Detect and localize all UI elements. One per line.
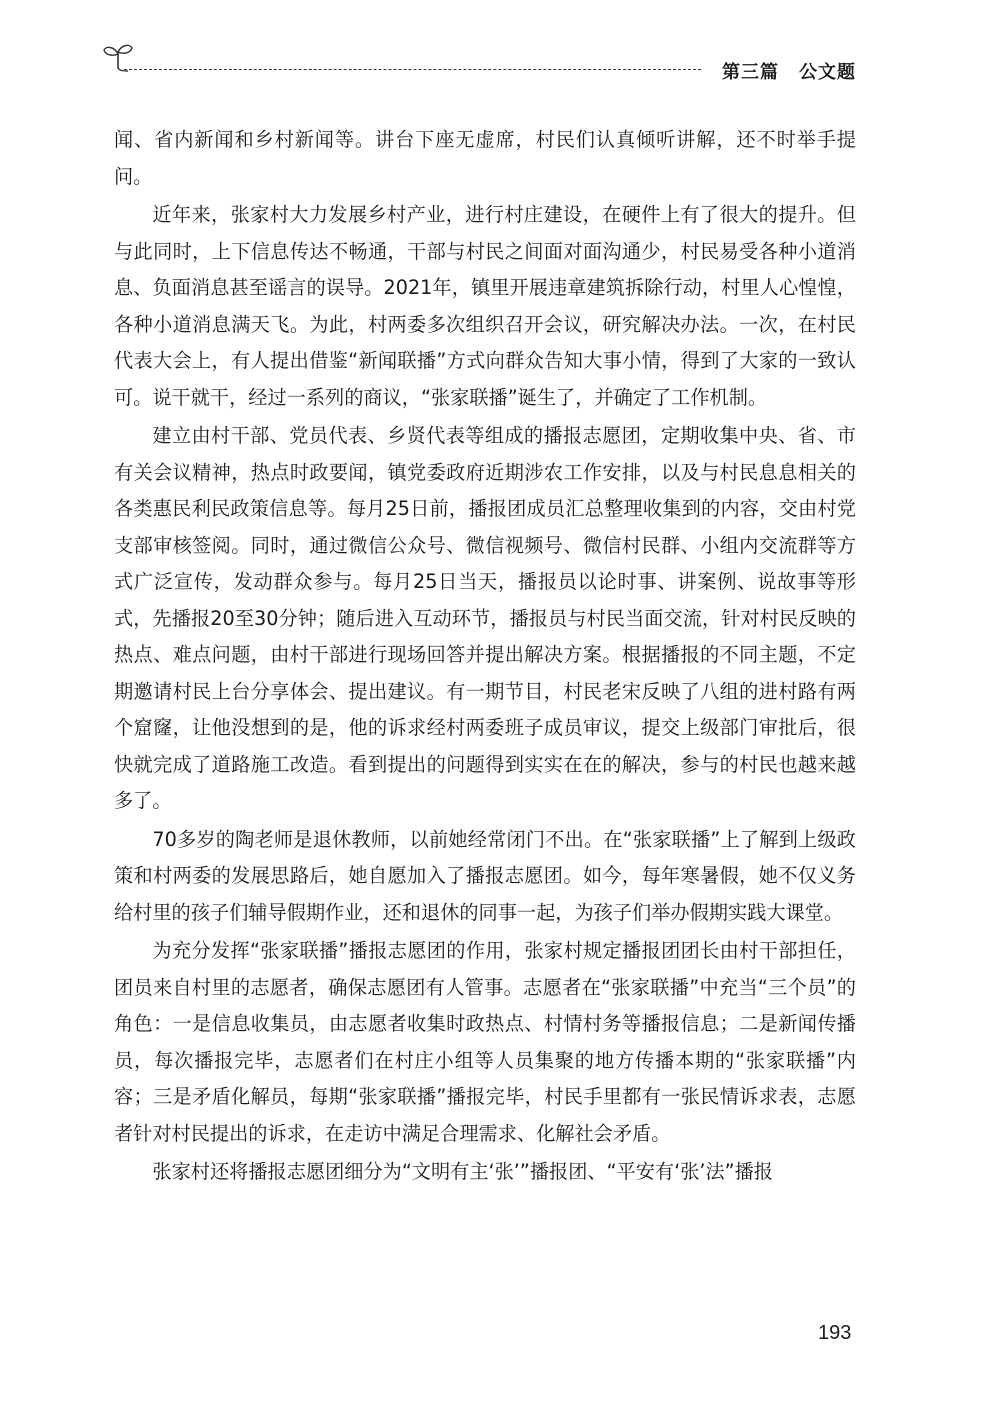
page-header bbox=[100, 38, 870, 83]
page-number: 193 bbox=[818, 1322, 852, 1344]
paragraph: 70多岁的陶老师是退休教师，以前她经常闭门不出。在“张家联播”上了解到上级政策和村两委的发展思路后，她自愿加入了播报志愿团。如今，每年寒暑假，她不仅义务给村里的孩子们辅导假期作业，还和退休的同事一起，为孩子们举办假期实践大课堂。 bbox=[114, 827, 856, 924]
header-title bbox=[722, 58, 856, 84]
paragraph: 为充分发挥“张家联播”播报志愿团的作用，张家村规定播报团团长由村干部担任，团员来自村里的志愿者，确保志愿团有人管事。志愿者在“张家联播”中充当“三个员”的角色：一是信息收集员，由志愿者收集时政热点、村情村务等播报信息；二是新闻传播员，每次播报完毕，志愿者们在村庄小组等人员集聚的地方传播本期的“张家联播”内容；三是矛盾化解员，每期“张家联播”播报完毕，村民手里都有一张民情诉求表，志愿者针对村民提出的诉求，在走访中满足合理需求、化解社会矛盾。 bbox=[114, 939, 856, 1145]
body-text bbox=[114, 122, 856, 1193]
header-part: 第三篇 bbox=[722, 62, 779, 83]
paragraph: 闻、省内新闻和乡村新闻等。讲台下座无虚席，村民们认真倾听讲解，还不时举手提问。 bbox=[114, 128, 856, 188]
header-section: 公文题 bbox=[799, 62, 856, 83]
paragraph: 建立由村干部、党员代表、乡贤代表等组成的播报志愿团，定期收集中央、省、市有关会议精神，热点时政要闻，镇党委政府近期涉农工作安排，以及与村民息息相关的各类惠民利民政策信息等。每月25日前，播报团成员汇总整理收集到的内容，交由村党支部审核签阅。同时，通过微信公众号、微信视频号、微信村民群、小组内交流群等方式广泛宣传，发动群众参与。每月25日当天，播报员以论时事、讲案例、说故事等形式，先播报20至30分钟；随后进入互动环节，播报员与村民当面交流，针对村民反映的热点、难点问题，由村干部进行现场回答并提出解决方案。根据播报的不同主题，不定期邀请村民上台分享体会、提出建议。有一期节目，村民老宋反映了八组的进村路有两个窟窿，让他没想到的是，他的诉求经村两委班子成员审议，提交上级部门审批后，很快就完成了道路施工改造。看到提出的问题得到实实在在的解决，参与的村民也越来越多了。 bbox=[114, 424, 856, 812]
paragraph: 张家村还将播报志愿团细分为“文明有主‘张’”播报团、“平安有‘张’法”播报 bbox=[152, 1160, 773, 1183]
paragraph: 近年来，张家村大力发展乡村产业，进行村庄建设，在硬件上有了很大的提升。但与此同时，上下信息传达不畅通，干部与村民之间面对面沟通少，村民易受各种小道消息、负面消息甚至谣言的误导。2021年，镇里开展违章建筑拆除行动，村里人心惶惶，各种小道消息满天飞。为此，村两委多次组织召开会议，研究解决办法。一次，在村民代表大会上，有人提出借鉴“新闻联播”方式向群众告知大事小情，得到了大家的一致认可。说干就干，经过一系列的商议，“张家联播”诞生了，并确定了工作机制。 bbox=[114, 203, 856, 409]
header-divider bbox=[124, 69, 701, 70]
